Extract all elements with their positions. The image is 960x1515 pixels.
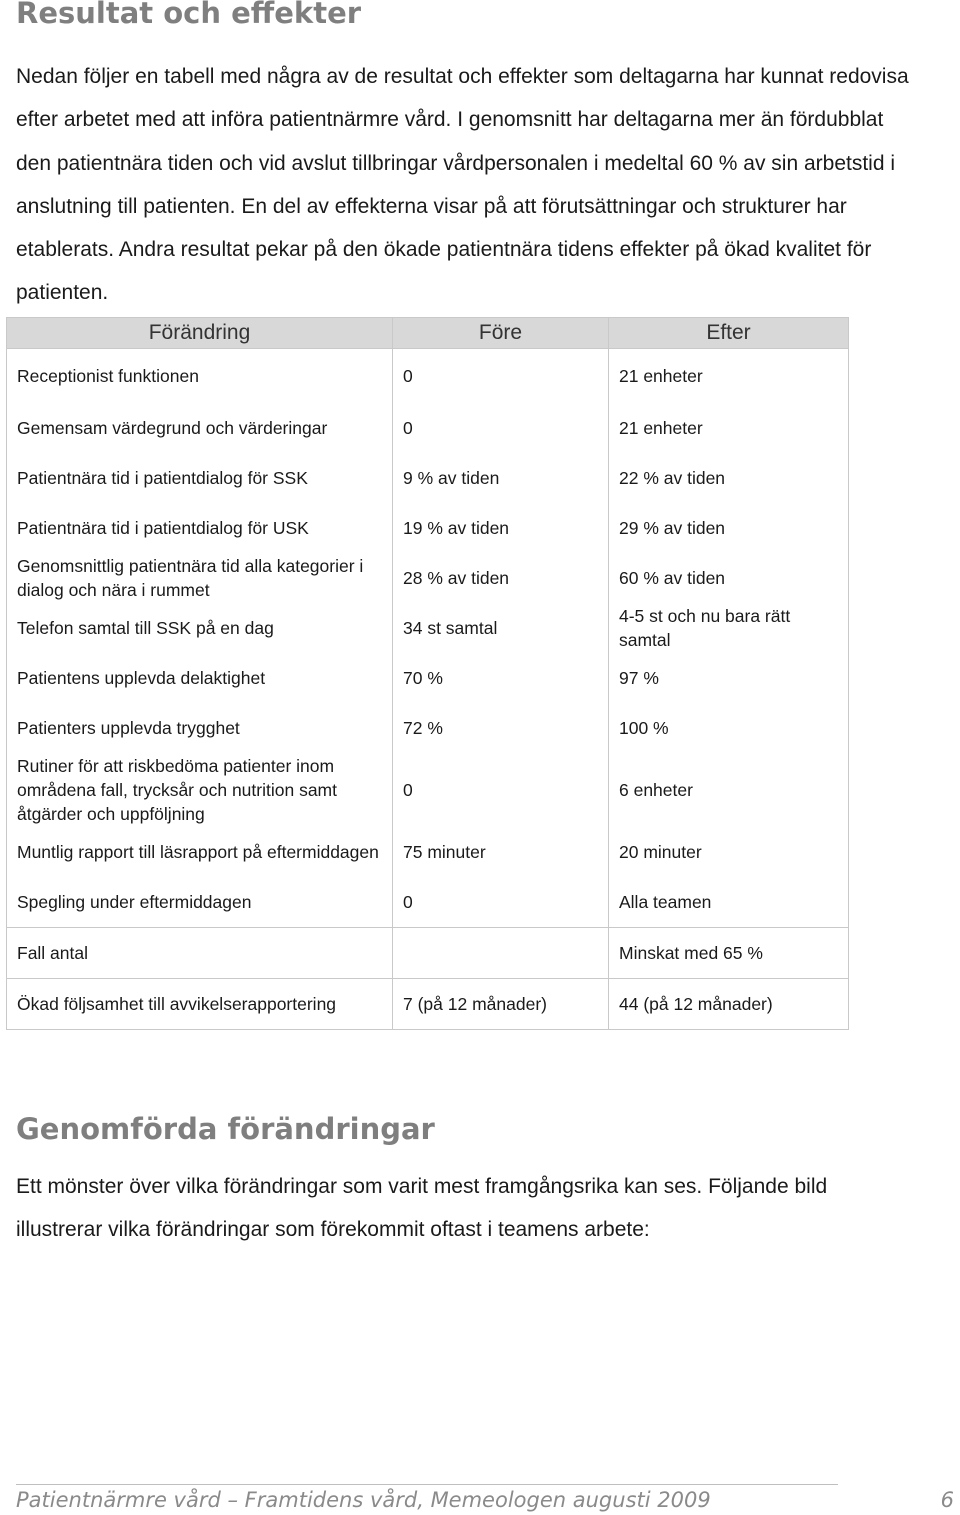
table-row xyxy=(7,877,849,928)
change-cell: Telefon samtal till SSK på en dag xyxy=(7,603,393,653)
results-table xyxy=(6,317,849,1030)
change-cell: Patientnära tid i patientdialog för USK xyxy=(7,503,393,553)
after-cell: 100 % xyxy=(609,703,849,753)
column-header-change: Förändring xyxy=(7,318,393,349)
section-heading-results: Resultat och effekter xyxy=(16,0,362,30)
after-cell: 60 % av tiden xyxy=(609,553,849,603)
changes-intro-paragraph: Ett mönster över vilka förändringar som varit mest framgångsrika kan ses. Följande bild illustrerar vilka förändringar som förekommit oftast i teamens arbete: xyxy=(16,1175,828,1242)
change-cell: Spegling under eftermiddagen xyxy=(7,877,393,928)
column-header-after: Efter xyxy=(609,318,849,349)
before-cell: 72 % xyxy=(393,703,609,753)
before-cell: 0 xyxy=(393,877,609,928)
footer-divider xyxy=(16,1484,838,1485)
change-cell: Genomsnittlig patientnära tid alla kategorier i dialog och nära i rummet xyxy=(7,553,393,603)
before-cell: 28 % av tiden xyxy=(393,553,609,603)
table-row xyxy=(7,827,849,877)
table-header-row xyxy=(7,318,849,349)
table-row xyxy=(7,653,849,703)
change-cell: Patienters upplevda trygghet xyxy=(7,703,393,753)
before-cell: 0 xyxy=(393,753,609,827)
after-cell: 97 % xyxy=(609,653,849,703)
table-row xyxy=(7,349,849,403)
change-cell: Receptionist funktionen xyxy=(7,349,393,403)
before-cell: 70 % xyxy=(393,653,609,703)
table-row xyxy=(7,453,849,503)
table-row xyxy=(7,603,849,653)
before-cell: 34 st samtal xyxy=(393,603,609,653)
table-row xyxy=(7,979,849,1030)
results-intro-paragraph: Nedan följer en tabell med några av de resultat och effekter som deltagarna har kunnat redovisa efter arbetet med att införa patientnärmre vård. I genomsnitt har deltagarna mer än fördubblat den patientnära tiden och vid avslut tillbringar vårdpersonalen i medeltal 60 % av sin arbetstid i anslutning till patienten. En del av effekterna visar på att förutsättningar och strukturer har etablerats. Andra resultat pekar på den ökade patientnära tidens effekter på ökad kvalitet för patienten. xyxy=(16,65,909,305)
section-heading-changes: Genomförda förändringar xyxy=(16,1112,435,1146)
change-cell: Rutiner för att riskbedöma patienter inom områdena fall, trycksår och nutrition samt åtgärder och uppföljning xyxy=(7,753,393,827)
before-cell: 9 % av tiden xyxy=(393,453,609,503)
table-row xyxy=(7,753,849,827)
after-cell: 21 enheter xyxy=(609,403,849,453)
before-cell: 7 (på 12 månader) xyxy=(393,979,609,1030)
after-cell: 4-5 st och nu bara rätt samtal xyxy=(609,603,849,653)
table-row xyxy=(7,553,849,603)
before-cell: 0 xyxy=(393,403,609,453)
change-cell: Gemensam värdegrund och värderingar xyxy=(7,403,393,453)
before-cell xyxy=(393,928,609,979)
change-cell: Fall antal xyxy=(7,928,393,979)
change-cell: Patientens upplevda delaktighet xyxy=(7,653,393,703)
after-cell: 6 enheter xyxy=(609,753,849,827)
before-cell: 75 minuter xyxy=(393,827,609,877)
after-cell: 20 minuter xyxy=(609,827,849,877)
after-cell: 21 enheter xyxy=(609,349,849,403)
after-cell: 29 % av tiden xyxy=(609,503,849,553)
table-row xyxy=(7,703,849,753)
footer-text: Patientnärmre vård – Framtidens vård, Memeologen augusti 2009 xyxy=(16,1488,711,1512)
table-row xyxy=(7,403,849,453)
change-cell: Ökad följsamhet till avvikelserapportering xyxy=(7,979,393,1030)
column-header-before: Före xyxy=(393,318,609,349)
after-cell: Alla teamen xyxy=(609,877,849,928)
before-cell: 0 xyxy=(393,349,609,403)
page-number: 6 xyxy=(940,1488,954,1512)
after-cell: 44 (på 12 månader) xyxy=(609,979,849,1030)
after-cell: Minskat med 65 % xyxy=(609,928,849,979)
table-row xyxy=(7,503,849,553)
table-row xyxy=(7,928,849,979)
change-cell: Patientnära tid i patientdialog för SSK xyxy=(7,453,393,503)
before-cell: 19 % av tiden xyxy=(393,503,609,553)
change-cell: Muntlig rapport till läsrapport på eftermiddagen xyxy=(7,827,393,877)
after-cell: 22 % av tiden xyxy=(609,453,849,503)
